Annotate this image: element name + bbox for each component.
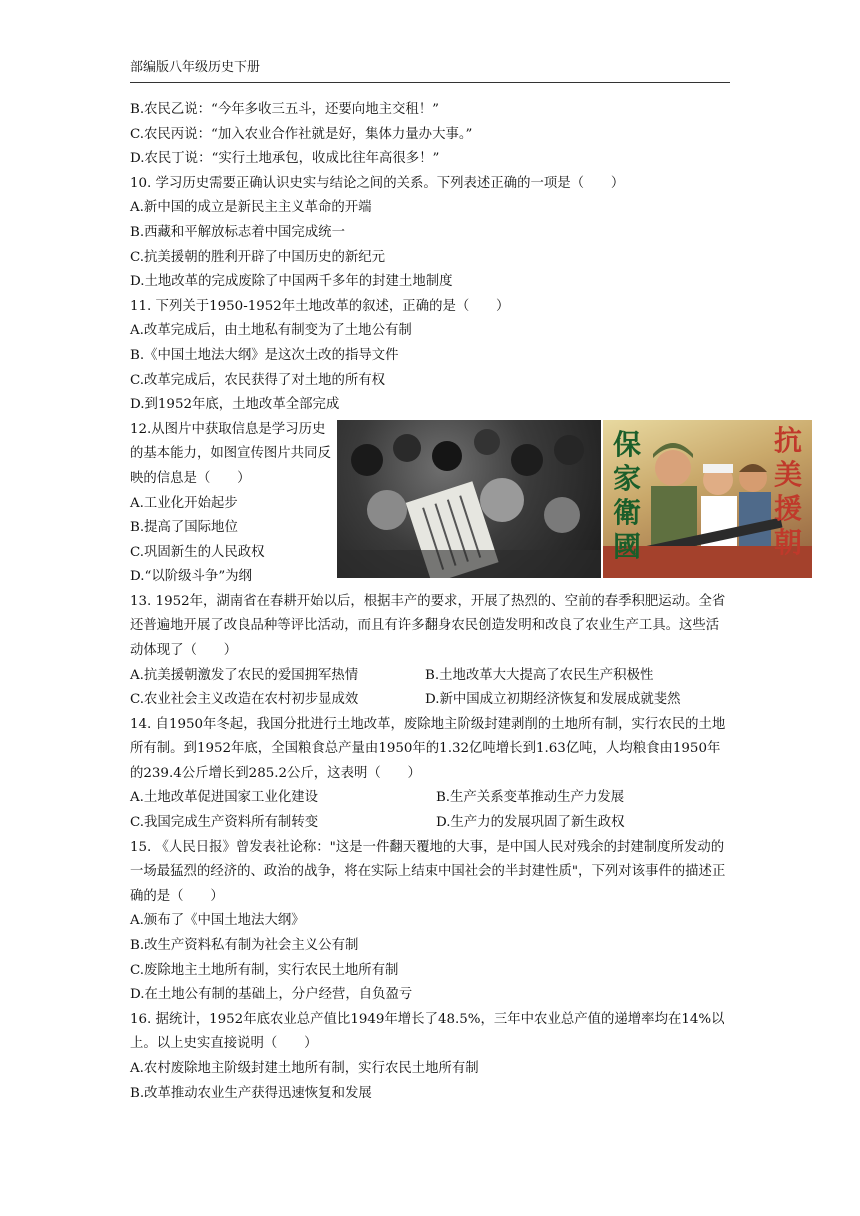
option-line: A.改革完成后，由土地私有制变为了土地公有制 — [130, 323, 412, 339]
page-header — [130, 58, 730, 83]
option-c: C.农业社会主义改造在农村初步显成效 — [130, 692, 359, 708]
crowd-photo-illustration — [337, 420, 601, 578]
option-line: C.废除地主土地所有制，实行农民土地所有制 — [130, 962, 399, 978]
option-line: B.改革推动农业生产获得迅速恢复和发展 — [130, 1085, 372, 1101]
question-12-text — [130, 418, 335, 590]
option-line: C.抗美援朝的胜利开辟了中国历史的新纪元 — [130, 249, 386, 265]
question-12-images — [337, 420, 812, 578]
option-d: D.生产力的发展巩固了新生政权 — [435, 815, 625, 831]
option-line: D.农民丁说：“实行土地承包，收成比往年高很多！” — [130, 151, 440, 167]
option-line: A.农村废除地主阶级封建土地所有制，实行农民土地所有制 — [130, 1061, 479, 1076]
poster-left-slogan: 保家衛國 — [612, 427, 641, 563]
question-13-stem: 13. 1952年，湖南省在春耕开始以后，根据丰产的要求，开展了热烈的、空前的春季积肥运动。全省还普遍地开展了改良品种等评比活动，而且有许多翻身农民创造发明和改良了农业生产工具。这些活动体现了（ ） — [130, 593, 726, 658]
option-line: D.“以阶级斗争”为纲 — [130, 569, 252, 585]
poster-right-slogan: 抗美援朝 — [773, 423, 802, 559]
crowd-photo — [337, 420, 601, 578]
option-line: A.颁布了《中国土地法大纲》 — [130, 913, 305, 929]
option-row — [130, 688, 732, 713]
option-b: B.土地改革大大提高了农民生产积极性 — [425, 667, 654, 683]
option-line: D.土地改革的完成废除了中国两千多年的封建土地制度 — [130, 274, 453, 290]
option-d: D.新中国成立初期经济恢复和发展成就斐然 — [425, 692, 681, 708]
option-c: C.我国完成生产资料所有制转变 — [130, 815, 319, 831]
question-12-stem: 12.从图片中获取信息是学习历史的基本能力，如图宣传图片共同反映的信息是（ ） — [130, 421, 331, 486]
option-row — [130, 786, 732, 811]
header-title: 部编版八年级历史下册 — [130, 60, 261, 75]
option-line: D.在土地公有制的基础上，分户经营，自负盈亏 — [130, 987, 413, 1003]
question-11-stem: 11. 下列关于1950-1952年土地改革的叙述，正确的是（ ） — [130, 298, 510, 314]
document-body — [130, 98, 802, 1106]
option-a: A.抗美援朝激发了农民的爱国拥军热情 — [130, 667, 359, 683]
option-line: C.改革完成后，农民获得了对土地的所有权 — [130, 372, 386, 388]
question-10-stem: 10. 学习历史需要正确认识史实与结论之间的关系。下列表述正确的一项是（ ） — [130, 175, 625, 191]
option-line: B.《中国土地法大纲》是这次土改的指导文件 — [130, 347, 399, 363]
option-line: B.改生产资料私有制为社会主义公有制 — [130, 938, 359, 954]
option-line: A.工业化开始起步 — [130, 495, 238, 511]
option-row — [130, 811, 732, 836]
question-12 — [130, 418, 802, 590]
option-line: D.到1952年底，土地改革全部完成 — [130, 397, 340, 413]
option-line: B.提高了国际地位 — [130, 520, 238, 536]
option-line: B.农民乙说：“今年多收三五斗，还要向地主交租！” — [130, 102, 439, 117]
option-a: A.土地改革促进国家工业化建设 — [130, 790, 319, 806]
option-row — [130, 664, 732, 689]
question-15-stem: 15. 《人民日报》曾发表社论称："这是一件翻天覆地的大事，是中国人民对残余的封建制度所发动的一场最猛烈的经济的、政治的战争，将在实际上结束中国社会的半封建性质"，下列对该事件的描述正确的是（ ） — [130, 839, 726, 904]
option-line: C.农民丙说：“加入农业合作社就是好，集体力量办大事。” — [130, 126, 473, 142]
option-line: A.新中国的成立是新民主主义革命的开端 — [130, 200, 372, 216]
propaganda-poster — [603, 420, 812, 578]
option-b: B.生产关系变革推动生产力发展 — [435, 790, 625, 806]
option-line: C.巩固新生的人民政权 — [130, 544, 265, 560]
option-line: B.西藏和平解放标志着中国完成统一 — [130, 224, 345, 240]
question-14-stem: 14. 自1950年冬起，我国分批进行土地改革，废除地主阶级封建剥削的土地所有制，实行农民的土地所有制。到1952年底，全国粮食总产量由1950年的1.32亿吨增长到1.63亿吨，人均粮食由1950年的239.4公斤增长到285.2公斤，这表明（ ） — [130, 716, 726, 781]
question-16-stem: 16. 据统计，1952年底农业总产值比1949年增长了48.5%，三年中农业总产值的递增率均在14%以上。以上史实直接说明（ ） — [130, 1011, 725, 1052]
